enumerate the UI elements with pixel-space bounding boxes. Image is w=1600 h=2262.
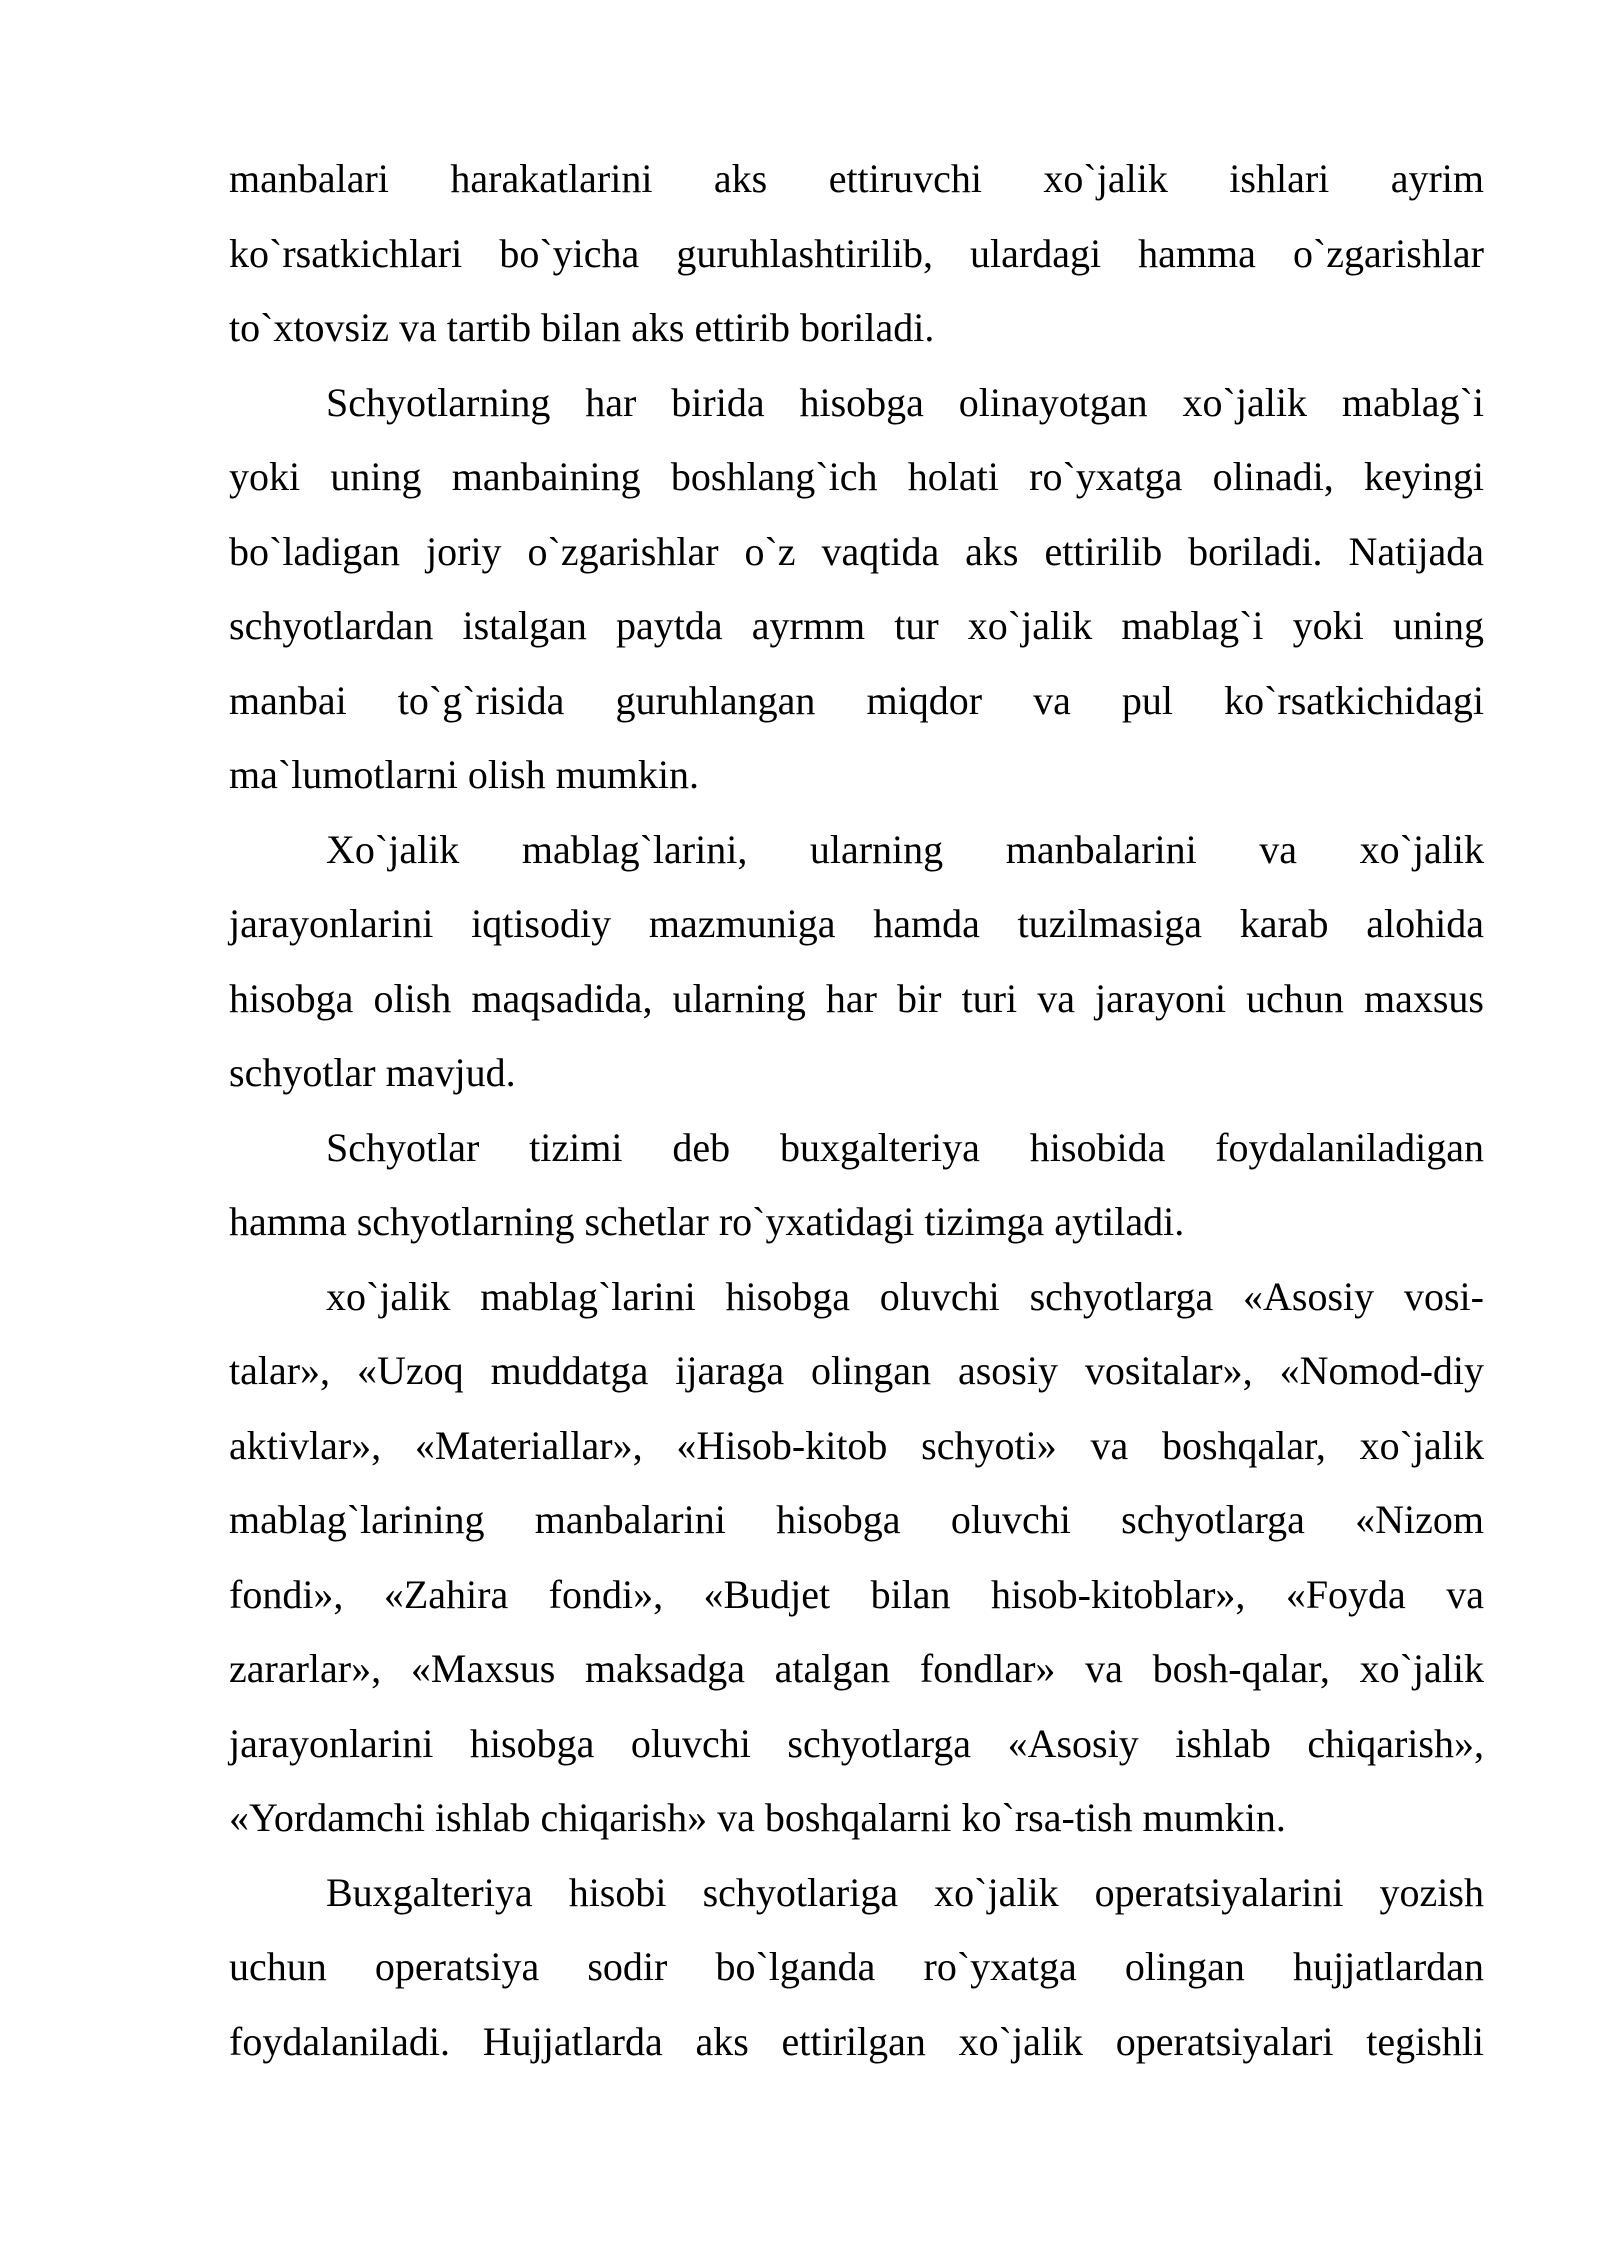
text-line: manbai to`g`risida guruhlangan miqdor va pul ko`rsatkichidagi [229,677,1484,723]
text-line: schyotlardan istalgan paytda ayrmm tur xo`jalik mablag`i yoki uning [229,603,1484,648]
text-line: Xo`jalik mablag`larini, ularning manbalarini va xo`jalik [326,826,1484,872]
paragraph [229,813,1484,1111]
text-line: to`xtovsiz va tartib bilan aks ettirib boriladi. [229,305,935,350]
body-text [229,142,1484,2079]
text-line: hamma schyotlarning schetlar ro`yxatidagi tizimga aytiladi. [229,1199,1185,1244]
text-line: fondi», «Zahira fondi», «Budjet bilan hisob-kitoblar», «Foyda va [229,1571,1484,1617]
text-line: Schyotlarning har birida hisobga olinayotgan xo`jalik mablag`i [326,379,1484,425]
text-line: hisobga olish maqsadida, ularning har bir turi va jarayoni uchun maxsus [229,975,1484,1021]
text-line: xo`jalik mablag`larini hisobga oluvchi schyotlarga «Asosiy vosi- [326,1273,1484,1319]
text-line: jarayonlarini iqtisodiy mazmuniga hamda tuzilmasiga karab alohida [229,901,1484,946]
paragraph [229,1111,1484,1260]
text-line: ma`lumotlarni olish mumkin. [229,752,699,797]
text-line: yoki uning manbaining boshlang`ich holati ro`yxatga olinadi, keyingi [229,454,1484,499]
text-line: Schyotlar tizimi deb buxgalteriya hisobida foydalaniladigan [326,1124,1484,1170]
text-line: mablag`larining manbalarini hisobga oluvchi schyotlarga «Nizom [229,1497,1484,1542]
text-line: schyotlar mavjud. [229,1050,516,1095]
text-line: ko`rsatkichlari bo`yicha guruhlashtirilib, ulardagi hamma o`zgarishlar [229,230,1484,276]
paragraph [229,1260,1484,1856]
text-line: jarayonlarini hisobga oluvchi schyotlarga «Asosiy ishlab chiqarish», [229,1720,1484,1766]
text-line: bo`ladigan joriy o`zgarishlar o`z vaqtida aks ettirilib boriladi. Natijada [229,528,1484,574]
paragraph [229,366,1484,813]
text-line: manbalari harakatlarini aks ettiruvchi xo`jalik ishlari ayrim [229,156,1484,201]
text-line: «Yordamchi ishlab chiqarish» va boshqalarni ko`rsa-tish mumkin. [229,1795,1286,1840]
paragraph [229,142,1484,366]
text-line: talar», «Uzoq muddatga ijaraga olingan asosiy vositalar», «Nomod-diy [229,1348,1484,1393]
text-line: zararlar», «Maxsus maksadga atalgan fondlar» va bosh-qalar, xo`jalik [229,1646,1484,1691]
paragraph [229,1856,1484,2080]
text-line: aktivlar», «Materiallar», «Hisob-kitob schyoti» va boshqalar, xo`jalik [229,1422,1484,1468]
text-line: foydalaniladi. Hujjatlarda aks ettirilgan xo`jalik operatsiyalari tegishli [229,2018,1484,2064]
text-line: Buxgalteriya hisobi schyotlariga xo`jalik operatsiyalarini yozish [326,1869,1484,1915]
text-line: uchun operatsiya sodir bo`lganda ro`yxatga olingan hujjatlardan [229,1944,1484,1989]
